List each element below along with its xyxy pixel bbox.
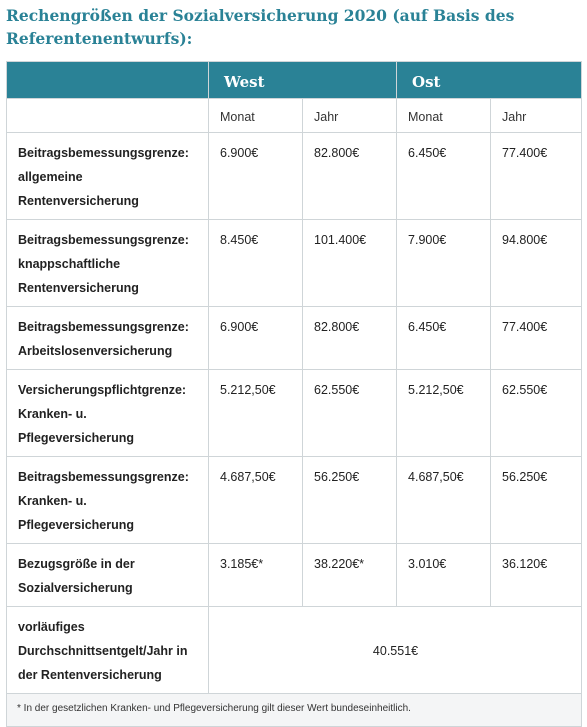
cell-ost-jahr: 62.550€ bbox=[491, 370, 582, 457]
cell-ost-monat: 7.900€ bbox=[397, 220, 491, 307]
cell-ost-monat: 3.010€ bbox=[397, 544, 491, 607]
cell-ost-monat: 6.450€ bbox=[397, 133, 491, 220]
row-label: Bezugsgröße in der Sozialversicherung bbox=[7, 544, 209, 607]
cell-ost-jahr: 36.120€ bbox=[491, 544, 582, 607]
cell-ost-jahr: 77.400€ bbox=[491, 133, 582, 220]
cell-ost-jahr: 56.250€ bbox=[491, 457, 582, 544]
cell-west-monat: 4.687,50€ bbox=[209, 457, 303, 544]
header-west: West bbox=[209, 62, 397, 99]
subheader-west-jahr: Jahr bbox=[303, 99, 397, 133]
cell-west-monat: 6.900€ bbox=[209, 307, 303, 370]
table-subheader-row bbox=[7, 99, 582, 133]
table-row bbox=[7, 307, 582, 370]
cell-ost-jahr: 94.800€ bbox=[491, 220, 582, 307]
header-blank-cell bbox=[7, 62, 209, 99]
cell-west-jahr: 82.800€ bbox=[303, 133, 397, 220]
row-label: Beitragsbemessungsgrenze: Kranken- u. Pflegeversicherung bbox=[7, 457, 209, 544]
table-row bbox=[7, 370, 582, 457]
subheader-ost-monat: Monat bbox=[397, 99, 491, 133]
row-label: Beitragsbemessungsgrenze: allgemeine Rentenversicherung bbox=[7, 133, 209, 220]
cell-west-monat: 5.212,50€ bbox=[209, 370, 303, 457]
header-ost: Ost bbox=[397, 62, 582, 99]
row-label: Beitragsbemessungsgrenze: Arbeitslosenversicherung bbox=[7, 307, 209, 370]
table-row bbox=[7, 544, 582, 607]
cell-ost-jahr: 77.400€ bbox=[491, 307, 582, 370]
cell-ost-monat: 4.687,50€ bbox=[397, 457, 491, 544]
footnote: * In der gesetzlichen Kranken- und Pflegeversicherung gilt dieser Wert bundeseinheitlich. bbox=[7, 694, 582, 727]
row-label: vorläufiges Durchschnittsentgelt/Jahr in der Rentenversicherung bbox=[7, 607, 209, 694]
row-value-merged: 40.551€ bbox=[209, 607, 582, 694]
cell-west-jahr: 38.220€* bbox=[303, 544, 397, 607]
cell-west-jahr: 101.400€ bbox=[303, 220, 397, 307]
row-label: Versicherungspflichtgrenze: Kranken- u. Pflegeversicherung bbox=[7, 370, 209, 457]
cell-west-jahr: 62.550€ bbox=[303, 370, 397, 457]
table-footnote-row bbox=[7, 694, 582, 727]
page-title: Rechengrößen der Sozialversicherung 2020 (auf Basis des Referentenentwurfs): bbox=[6, 6, 515, 48]
row-label: Beitragsbemessungsgrenze: knappschaftliche Rentenversicherung bbox=[7, 220, 209, 307]
table-row bbox=[7, 220, 582, 307]
cell-west-jahr: 56.250€ bbox=[303, 457, 397, 544]
cell-ost-monat: 5.212,50€ bbox=[397, 370, 491, 457]
rechengroessen-table bbox=[6, 61, 582, 727]
cell-west-monat: 8.450€ bbox=[209, 220, 303, 307]
table-container bbox=[6, 61, 581, 727]
table-row bbox=[7, 133, 582, 220]
table-header-row bbox=[7, 62, 582, 99]
table-row-durchschnittsentgelt bbox=[7, 607, 582, 694]
subheader-west-monat: Monat bbox=[209, 99, 303, 133]
table-row bbox=[7, 457, 582, 544]
subheader-blank-cell bbox=[7, 99, 209, 133]
cell-west-monat: 6.900€ bbox=[209, 133, 303, 220]
cell-west-monat: 3.185€* bbox=[209, 544, 303, 607]
table-body bbox=[7, 133, 582, 607]
cell-ost-monat: 6.450€ bbox=[397, 307, 491, 370]
subheader-ost-jahr: Jahr bbox=[491, 99, 582, 133]
cell-west-jahr: 82.800€ bbox=[303, 307, 397, 370]
